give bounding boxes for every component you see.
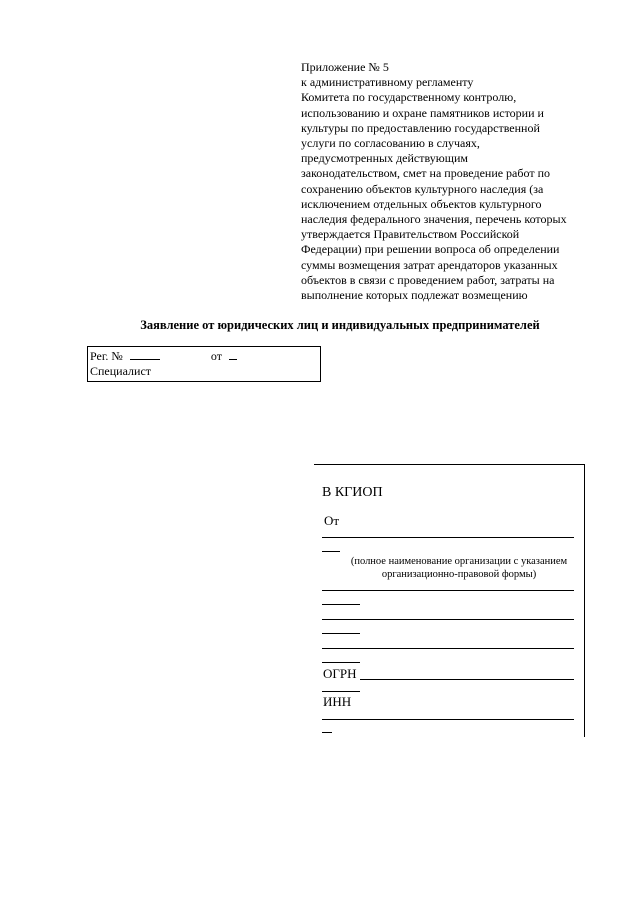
org-name-hint-line: организационно-правовой формы) <box>381 569 537 580</box>
ogrn-field[interactable] <box>360 679 574 680</box>
appendix-line: культуры по предоставлению государственной <box>301 120 540 135</box>
org-name-line-short[interactable] <box>322 551 340 552</box>
addressee-box <box>314 464 585 737</box>
appendix-line: исключением отдельных объектов культурного <box>301 196 542 211</box>
inn-line-short[interactable] <box>322 732 332 733</box>
org-line-short[interactable] <box>322 633 360 634</box>
from-label: От <box>324 513 340 528</box>
org-line-short[interactable] <box>322 604 360 605</box>
org-line[interactable] <box>322 590 574 591</box>
inn-label: ИНН <box>323 694 352 709</box>
org-name-hint-line: (полное наименование организации с указанием <box>350 556 568 567</box>
appendix-line: предусмотренных действующим <box>301 151 468 166</box>
addressee-to: В КГИОП <box>322 485 383 500</box>
appendix-header <box>301 60 601 303</box>
date-field[interactable] <box>229 349 237 360</box>
ogrn-label: ОГРН <box>323 666 357 681</box>
inn-field[interactable] <box>322 719 574 720</box>
org-line[interactable] <box>322 619 574 620</box>
appendix-line: суммы возмещения затрат арендаторов указанных <box>301 257 558 272</box>
appendix-line: использованию и охране памятников истории и <box>301 105 544 120</box>
org-name-line[interactable] <box>322 537 574 538</box>
appendix-line: сохранению объектов культурного наследия (за <box>301 181 544 196</box>
org-name-hint <box>334 555 584 581</box>
ogrn-line-short[interactable] <box>322 691 360 692</box>
appendix-line: Приложение № 5 <box>301 60 389 74</box>
date-label: от <box>210 349 222 363</box>
org-line[interactable] <box>322 648 574 649</box>
appendix-line: объектов в связи с проведением работ, затраты на <box>301 272 555 287</box>
reg-number-field[interactable] <box>130 349 160 360</box>
org-line-short[interactable] <box>322 662 360 663</box>
appendix-line: выполнение которых подлежат возмещению <box>301 288 528 303</box>
reg-number-label: Рег. № <box>90 349 123 363</box>
specialist-label: Специалист <box>90 364 152 378</box>
registration-row <box>90 349 237 364</box>
appendix-line: законодательством, смет на проведение работ по <box>301 166 550 181</box>
appendix-line: Федерации) при решении вопроса об определении <box>301 242 560 257</box>
appendix-line: наследия федерального значения, перечень которых <box>301 212 567 227</box>
appendix-line: к административному регламенту <box>301 75 474 90</box>
registration-box <box>87 346 321 382</box>
document-title: Заявление от юридических лиц и индивидуальных предпринимателей <box>140 318 540 332</box>
appendix-line: услуги по согласованию в случаях, <box>301 136 480 151</box>
specialist-row <box>90 364 151 379</box>
appendix-line: утверждается Правительством Российской <box>301 227 520 242</box>
appendix-line: Комитета по государственному контролю, <box>301 90 517 105</box>
